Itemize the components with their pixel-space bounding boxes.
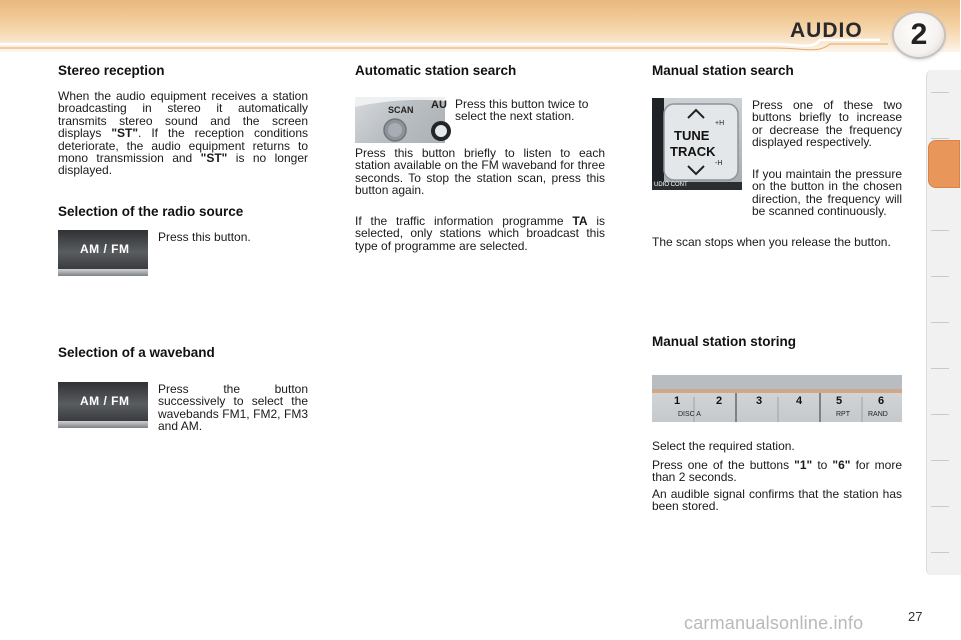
side-tab-divider: [931, 230, 949, 231]
side-tab-active-audio[interactable]: [928, 140, 960, 188]
waveband-title: Selection of a waveband: [58, 345, 215, 360]
preset-3: 3: [756, 395, 763, 407]
manual-storing-title: Manual station storing: [652, 334, 797, 349]
waveband-text: Press the button successively to select the wavebands FM1, FM2, FM3 and AM.: [158, 382, 308, 434]
manual-search-text-2: If you maintain the pressure on the button in the chosen direction, the frequency will be scanned continuously.: [752, 167, 902, 219]
scan-brief-text: Press this button briefly to listen to each station available on the FM waveband for three seconds. To stop the station scan, press this button again.: [355, 146, 605, 198]
preset-sub-rpt: RPT: [836, 411, 850, 418]
stereo-text-part: . If the reception conditions deteriorate, the audio equipment returns to mono transmission and: [58, 126, 309, 166]
st-indicator-key: "ST": [111, 126, 139, 141]
preset-4: 4: [796, 395, 803, 407]
page-number: 27: [908, 609, 923, 624]
preset-5: 5: [836, 395, 843, 407]
tune-track-button-image: [652, 98, 742, 190]
preset-2: 2: [716, 395, 723, 407]
chapter-number-badge: 2: [894, 13, 944, 57]
storing-text-part: to: [812, 458, 833, 472]
am-fm-button-label: AM / FM: [80, 394, 130, 408]
storing-text-part: for more than 2 seconds.: [652, 458, 902, 485]
storing-text-part: Press one of the buttons: [652, 458, 795, 472]
stereo-reception-title: Stereo reception: [58, 63, 165, 78]
preset-sub-disc: DISC A: [678, 411, 701, 418]
side-tab-divider: [931, 460, 949, 461]
side-tab-divider: [931, 414, 949, 415]
side-tab-divider: [931, 138, 949, 139]
watermark: carmanualsonline.info: [684, 613, 864, 633]
manual-search-text-3: The scan stops when you release the button.: [652, 235, 891, 249]
side-tab-divider: [931, 368, 949, 369]
scan-twice-text: Press this button twice to select the next station.: [455, 97, 589, 124]
side-tab-divider: [931, 92, 949, 93]
st-indicator-key: "ST": [200, 151, 228, 166]
preset-1: 1: [674, 395, 681, 407]
radio-source-title: Selection of the radio source: [58, 204, 244, 219]
stereo-text-part: When the audio equipment receives a station broadcasting in stereo it automatically transmits stereo sound and the screen displays: [58, 89, 308, 141]
am-fm-button-label: AM / FM: [80, 242, 130, 256]
preset-key-1: "1": [794, 458, 813, 472]
plus-label: +H: [715, 120, 725, 127]
am-fm-button-image: [58, 382, 148, 428]
traffic-info-text: [355, 215, 605, 252]
storing-text-3: An audible signal confirms that the station has been stored.: [652, 487, 902, 514]
preset-key-6: "6": [832, 458, 851, 472]
radio-source-text: Press this button.: [158, 230, 251, 244]
side-tab-divider: [931, 276, 949, 277]
minus-label: -H: [715, 160, 723, 167]
storing-text-2: [652, 459, 902, 484]
track-label: TRACK: [670, 144, 716, 159]
tune-label: TUNE: [674, 128, 710, 143]
side-tab-divider: [931, 552, 949, 553]
am-fm-button-image: [58, 230, 148, 276]
audio-label-fragment: AU: [431, 99, 447, 111]
scan-button-image: [355, 97, 445, 143]
manual-search-text-1: Press one of these two buttons briefly to increase or decrease the frequency displayed respectively.: [752, 98, 902, 150]
button-chrome-edge: [58, 269, 148, 276]
ta-key: TA: [572, 214, 588, 228]
manual-search-title: Manual station search: [652, 63, 794, 78]
automatic-search-title: Automatic station search: [355, 63, 517, 78]
stereo-reception-text: [58, 90, 308, 177]
side-tab-divider: [931, 322, 949, 323]
preset-6: 6: [878, 395, 885, 407]
preset-buttons-image: [652, 375, 902, 422]
audio-control-label: UDIO CONT: [654, 182, 688, 188]
side-tab-divider: [931, 506, 949, 507]
traffic-text-part: If the traffic information programme: [355, 214, 573, 228]
storing-text-1: Select the required station.: [652, 439, 795, 453]
traffic-text-part: is selected, only stations which broadcast this type of programme are selected.: [355, 214, 606, 253]
preset-sub-rand: RAND: [868, 411, 888, 418]
stereo-text-part: is no longer displayed.: [58, 151, 308, 178]
chapter-title: AUDIO: [790, 19, 863, 42]
button-chrome-edge: [58, 421, 148, 428]
scan-label: SCAN: [388, 105, 414, 115]
